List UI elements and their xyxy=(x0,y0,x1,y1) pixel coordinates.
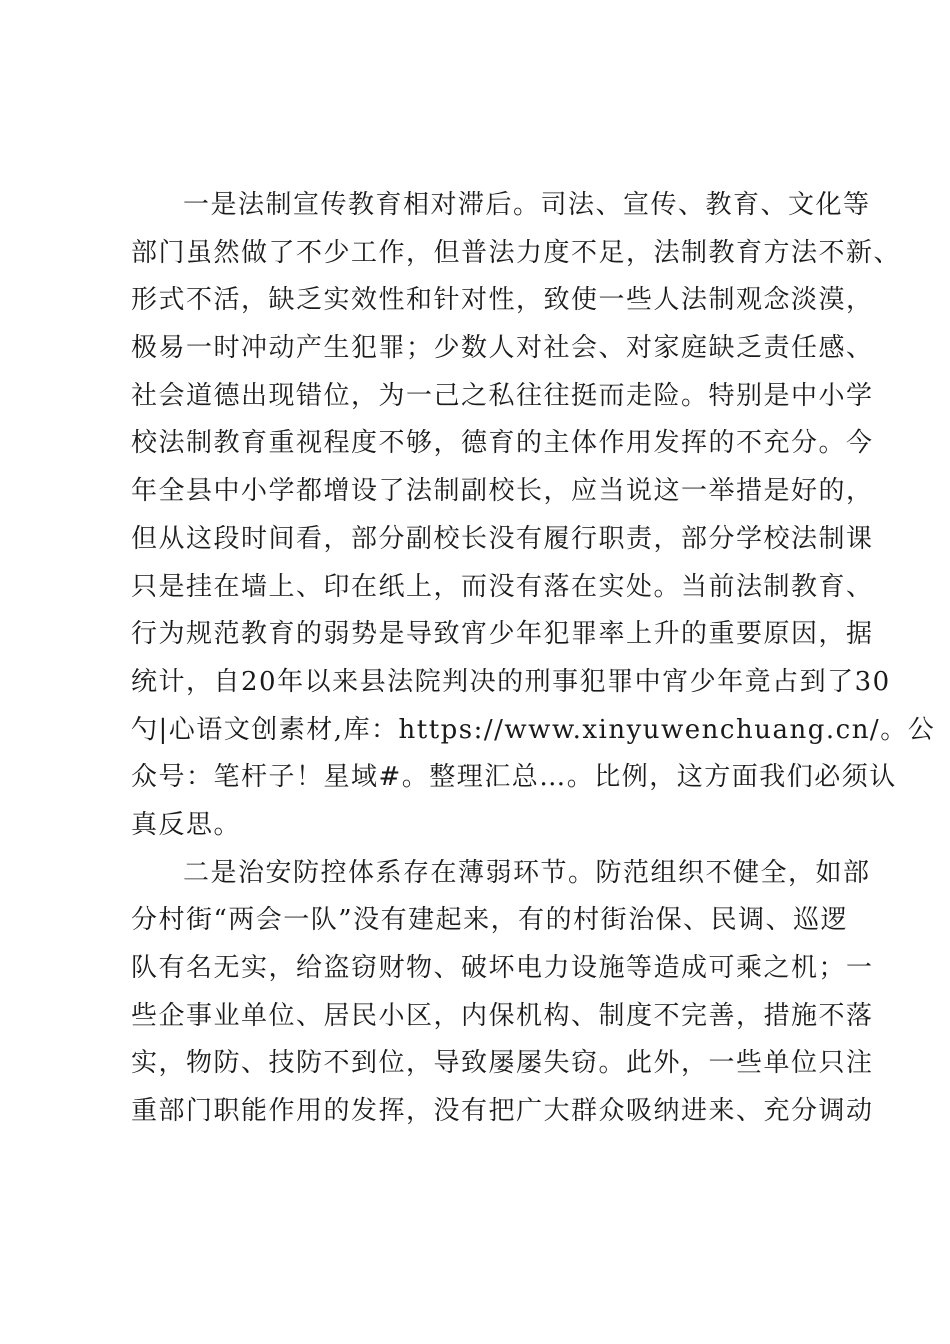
paragraph-1-line: 极易一时冲动产生犯罪；少数人对社会、对家庭缺乏责任感、 xyxy=(131,333,874,364)
paragraph-1-line: 社会道德出现错位，为一己之私往往挺而走险。特别是中小学 xyxy=(131,380,874,411)
paragraph-1-line: 只是挂在墙上、印在纸上，而没有落在实处。当前法制教育、 xyxy=(131,571,874,602)
paragraph-1-line: 部门虽然做了不少工作，但普法力度不足，法制教育方法不新、 xyxy=(131,237,902,268)
body-text xyxy=(131,182,936,1136)
paragraph-1-line: 校法制教育重视程度不够，德育的主体作用发挥的不充分。今 xyxy=(131,428,874,459)
paragraph-1-line: 年全县中小学都增设了法制副校长，应当说这一举措是好的， xyxy=(131,476,874,507)
paragraph-2-line: 些企事业单位、居民小区，内保机构、制度不完善，措施不落 xyxy=(131,1000,874,1031)
paragraph-1-line: 但从这段时间看，部分副校长没有履行职责，部分学校法制课 xyxy=(131,523,874,554)
paragraph-2-line: 二是治安防控体系存在薄弱环节。防范组织不健全，如部 xyxy=(183,857,871,888)
paragraph-2-line: 重部门职能作用的发挥，没有把广大群众吸纳进来、充分调动 xyxy=(131,1096,874,1127)
paragraph-1-line: 形式不活，缺乏实效性和针对性，致使一些人法制观念淡漠， xyxy=(131,285,874,316)
paragraph-1-line: 真反思。 xyxy=(131,809,242,840)
paragraph-1-line: 行为规范教育的弱势是导致宵少年犯罪率上升的重要原因，据 xyxy=(131,619,874,650)
paragraph-1-line: 统计，自20年以来县法院判决的刑事犯罪中宵少年竟占到了30 xyxy=(131,666,891,697)
paragraph-2-line: 实，物防、技防不到位，导致屡屡失窃。此外，一些单位只注 xyxy=(131,1048,874,1079)
paragraph-1-line: 一是法制宣传教育相对滞后。司法、宣传、教育、文化等 xyxy=(183,190,871,220)
paragraph-1-line: 勺|心语文创素材,库：https://www.xinyuwenchuang.cn/。公 xyxy=(131,714,936,745)
paragraph-2-line: 队有名无实，给盗窃财物、破坏电力设施等造成可乘之机；一 xyxy=(131,953,874,983)
paragraph-1-line: 众号：笔杆子！星域#。整理汇总…。比例，这方面我们必须认 xyxy=(131,762,897,793)
paragraph-2-line: 分村街“两会一队”没有建起来，有的村街治保、民调、巡逻 xyxy=(131,905,849,936)
